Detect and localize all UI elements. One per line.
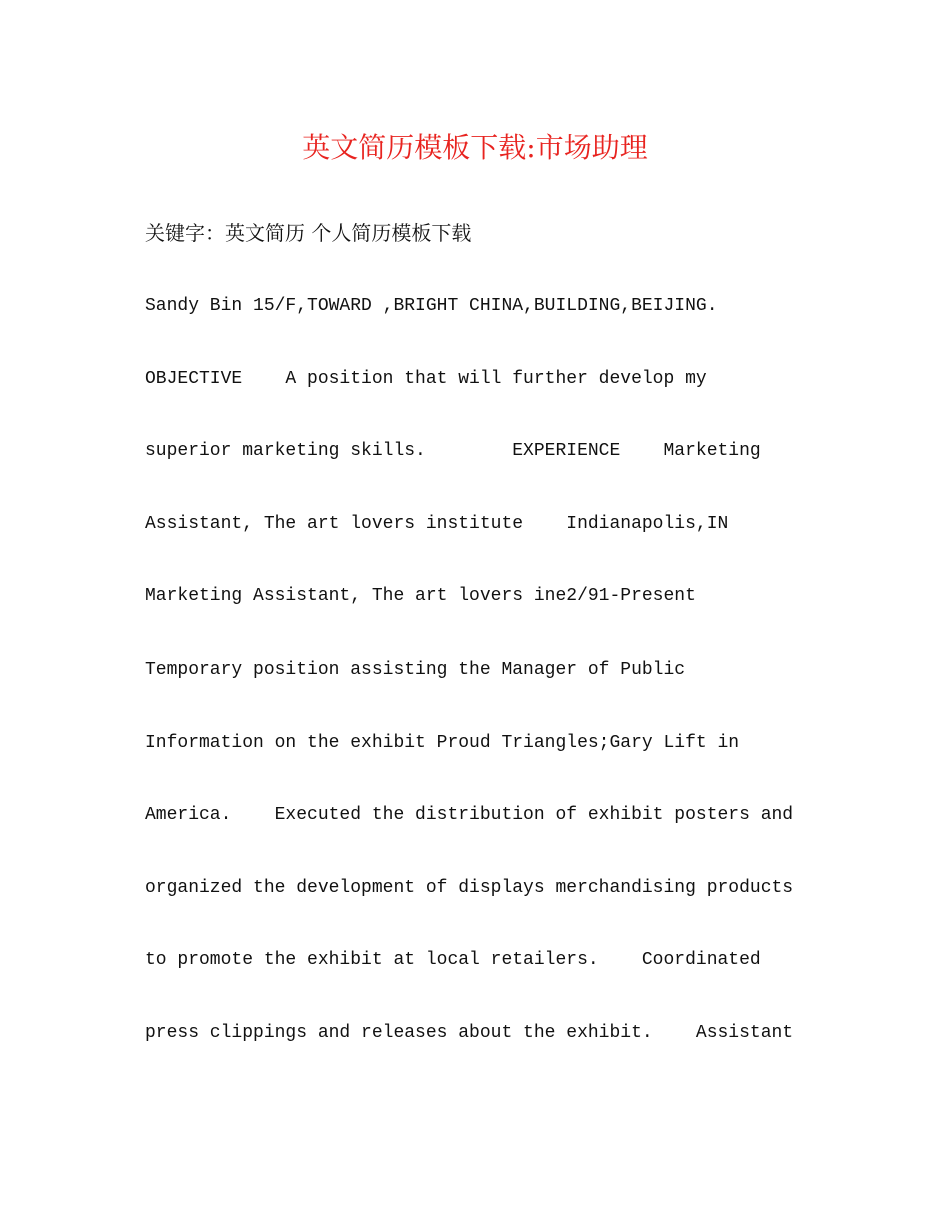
document-title: 英文简历模板下载:市场助理 [302,131,648,164]
keywords-line: 关键字：英文简历 个人简历模板下载 [145,221,472,245]
body-line: Marketing Assistant, The art lovers ine2/91-Present [145,586,696,606]
body-line: Information on the exhibit Proud Triangles;Gary Lift in [145,733,740,753]
body-line: Temporary position assisting the Manager of Public [145,660,686,680]
body-line: organized the development of displays merchandising products [145,878,794,898]
body-line: Assistant, The art lovers institute Indianapolis,IN [145,514,729,534]
body-line: to promote the exhibit at local retailers. Coordinated [145,950,761,970]
body-line: OBJECTIVE A position that will further develop my [145,369,707,389]
body-line: press clippings and releases about the exhibit. Assistant [145,1023,794,1043]
body-line: superior marketing skills. EXPERIENCE Marketing [145,441,761,461]
body-line: America. Executed the distribution of exhibit posters and [145,805,794,825]
body-line: Sandy Bin 15/F,TOWARD ,BRIGHT CHINA,BUILDING,BEIJING. [145,296,718,316]
